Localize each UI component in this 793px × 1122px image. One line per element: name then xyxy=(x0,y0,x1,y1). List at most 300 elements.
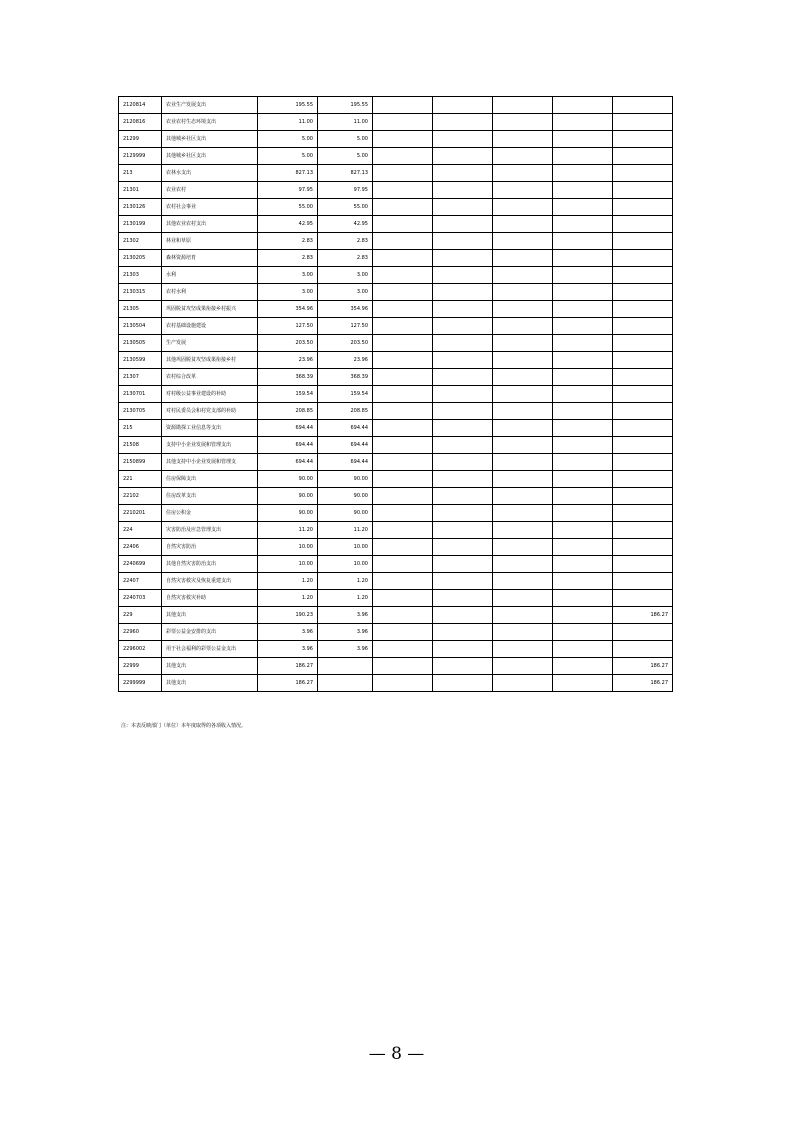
total-cell: 190.23 xyxy=(258,607,318,624)
business-income-cell xyxy=(553,318,613,335)
special-fund-cell xyxy=(373,97,433,114)
special-fund-cell xyxy=(373,641,433,658)
table-row xyxy=(119,369,673,386)
business-income-cell xyxy=(553,267,613,284)
subject-code-cell: 2296002 xyxy=(119,641,162,658)
fiscal-appropriation-cell: 10.00 xyxy=(318,556,373,573)
subject-name-cell: 灾害防治及应急管理支出 xyxy=(162,522,258,539)
fiscal-appropriation-cell: 3.00 xyxy=(318,267,373,284)
subject-name-cell: 彩票公益金安排的支出 xyxy=(162,624,258,641)
total-cell: 55.00 xyxy=(258,199,318,216)
operating-income-cell xyxy=(433,250,493,267)
total-cell: 97.95 xyxy=(258,182,318,199)
subject-code-cell: 21299 xyxy=(119,131,162,148)
fiscal-appropriation-cell: 11.20 xyxy=(318,522,373,539)
business-income-cell xyxy=(553,641,613,658)
business-income-cell xyxy=(553,539,613,556)
fiscal-appropriation-cell: 354.96 xyxy=(318,301,373,318)
subject-code-cell: 221 xyxy=(119,471,162,488)
fiscal-appropriation-cell: 694.44 xyxy=(318,454,373,471)
business-income-cell xyxy=(553,165,613,182)
other-income-cell xyxy=(613,335,673,352)
subject-code-cell: 2240703 xyxy=(119,590,162,607)
table-row xyxy=(119,165,673,182)
subject-code-cell: 2130199 xyxy=(119,216,162,233)
subject-code-cell: 21302 xyxy=(119,233,162,250)
affiliated-unit-cell xyxy=(493,352,553,369)
business-income-cell xyxy=(553,437,613,454)
subject-code-cell: 21305 xyxy=(119,301,162,318)
operating-income-cell xyxy=(433,335,493,352)
fiscal-appropriation-cell: 3.00 xyxy=(318,284,373,301)
operating-income-cell xyxy=(433,318,493,335)
business-income-cell xyxy=(553,148,613,165)
subject-code-cell: 2240699 xyxy=(119,556,162,573)
subject-name-cell: 其他支出 xyxy=(162,607,258,624)
fiscal-appropriation-cell: 3.96 xyxy=(318,641,373,658)
subject-code-cell: 213 xyxy=(119,165,162,182)
other-income-cell xyxy=(613,216,673,233)
special-fund-cell xyxy=(373,488,433,505)
total-cell: 186.27 xyxy=(258,675,318,692)
table-row xyxy=(119,233,673,250)
subject-code-cell: 2120814 xyxy=(119,97,162,114)
affiliated-unit-cell xyxy=(493,148,553,165)
special-fund-cell xyxy=(373,539,433,556)
total-cell: 368.39 xyxy=(258,369,318,386)
business-income-cell xyxy=(553,182,613,199)
subject-code-cell: 21303 xyxy=(119,267,162,284)
total-cell: 10.00 xyxy=(258,556,318,573)
subject-name-cell: 其他城乡社区支出 xyxy=(162,131,258,148)
fiscal-appropriation-cell: 3.96 xyxy=(318,607,373,624)
fiscal-appropriation-cell: 694.44 xyxy=(318,420,373,437)
subject-name-cell: 其他农业农村支出 xyxy=(162,216,258,233)
other-income-cell xyxy=(613,556,673,573)
table-row xyxy=(119,318,673,335)
subject-name-cell: 巩固脱贫攻坚成果衔接乡村振兴 xyxy=(162,301,258,318)
table-row xyxy=(119,505,673,522)
business-income-cell xyxy=(553,131,613,148)
other-income-cell xyxy=(613,505,673,522)
affiliated-unit-cell xyxy=(493,199,553,216)
operating-income-cell xyxy=(433,505,493,522)
operating-income-cell xyxy=(433,403,493,420)
total-cell: 11.00 xyxy=(258,114,318,131)
business-income-cell xyxy=(553,284,613,301)
subject-code-cell: 2129999 xyxy=(119,148,162,165)
fiscal-appropriation-cell: 42.95 xyxy=(318,216,373,233)
fiscal-appropriation-cell: 127.50 xyxy=(318,318,373,335)
operating-income-cell xyxy=(433,556,493,573)
other-income-cell xyxy=(613,403,673,420)
fiscal-appropriation-cell: 23.96 xyxy=(318,352,373,369)
operating-income-cell xyxy=(433,488,493,505)
total-cell: 208.85 xyxy=(258,403,318,420)
subject-name-cell: 对村级公益事业建设的补助 xyxy=(162,386,258,403)
special-fund-cell xyxy=(373,352,433,369)
subject-code-cell: 21508 xyxy=(119,437,162,454)
fiscal-appropriation-cell: 1.20 xyxy=(318,590,373,607)
fiscal-appropriation-cell: 203.50 xyxy=(318,335,373,352)
table-row xyxy=(119,182,673,199)
special-fund-cell xyxy=(373,675,433,692)
subject-code-cell: 2150899 xyxy=(119,454,162,471)
affiliated-unit-cell xyxy=(493,165,553,182)
fiscal-appropriation-cell: 5.00 xyxy=(318,148,373,165)
business-income-cell xyxy=(553,488,613,505)
other-income-cell xyxy=(613,131,673,148)
business-income-cell xyxy=(553,522,613,539)
subject-name-cell: 住房保障支出 xyxy=(162,471,258,488)
other-income-cell: 186.27 xyxy=(613,607,673,624)
special-fund-cell xyxy=(373,624,433,641)
other-income-cell xyxy=(613,420,673,437)
fiscal-appropriation-cell: 2.83 xyxy=(318,250,373,267)
total-cell: 90.00 xyxy=(258,488,318,505)
total-cell: 90.00 xyxy=(258,505,318,522)
other-income-cell xyxy=(613,199,673,216)
operating-income-cell xyxy=(433,97,493,114)
total-cell: 3.00 xyxy=(258,267,318,284)
operating-income-cell xyxy=(433,624,493,641)
subject-code-cell: 2130701 xyxy=(119,386,162,403)
total-cell: 42.95 xyxy=(258,216,318,233)
table-row xyxy=(119,522,673,539)
business-income-cell xyxy=(553,624,613,641)
business-income-cell xyxy=(553,454,613,471)
subject-code-cell: 215 xyxy=(119,420,162,437)
affiliated-unit-cell xyxy=(493,284,553,301)
subject-code-cell: 21307 xyxy=(119,369,162,386)
business-income-cell xyxy=(553,233,613,250)
table-row xyxy=(119,471,673,488)
business-income-cell xyxy=(553,301,613,318)
subject-name-cell: 自然灾害防治 xyxy=(162,539,258,556)
subject-code-cell: 22406 xyxy=(119,539,162,556)
table-row xyxy=(119,284,673,301)
fiscal-appropriation-cell: 2.83 xyxy=(318,233,373,250)
operating-income-cell xyxy=(433,590,493,607)
operating-income-cell xyxy=(433,114,493,131)
special-fund-cell xyxy=(373,165,433,182)
business-income-cell xyxy=(553,216,613,233)
operating-income-cell xyxy=(433,284,493,301)
business-income-cell xyxy=(553,114,613,131)
affiliated-unit-cell xyxy=(493,386,553,403)
fiscal-appropriation-cell: 90.00 xyxy=(318,471,373,488)
affiliated-unit-cell xyxy=(493,522,553,539)
subject-code-cell: 2130505 xyxy=(119,335,162,352)
total-cell: 5.00 xyxy=(258,148,318,165)
fiscal-appropriation-cell: 90.00 xyxy=(318,505,373,522)
table-row xyxy=(119,403,673,420)
subject-name-cell: 农业农村 xyxy=(162,182,258,199)
affiliated-unit-cell xyxy=(493,114,553,131)
total-cell: 354.96 xyxy=(258,301,318,318)
other-income-cell xyxy=(613,352,673,369)
total-cell: 23.96 xyxy=(258,352,318,369)
table-row xyxy=(119,641,673,658)
affiliated-unit-cell xyxy=(493,301,553,318)
special-fund-cell xyxy=(373,658,433,675)
affiliated-unit-cell xyxy=(493,658,553,675)
special-fund-cell xyxy=(373,284,433,301)
operating-income-cell xyxy=(433,233,493,250)
total-cell: 5.00 xyxy=(258,131,318,148)
special-fund-cell xyxy=(373,216,433,233)
other-income-cell xyxy=(613,522,673,539)
total-cell: 2.83 xyxy=(258,250,318,267)
other-income-cell xyxy=(613,233,673,250)
subject-name-cell: 农村水利 xyxy=(162,284,258,301)
subject-code-cell: 2130315 xyxy=(119,284,162,301)
operating-income-cell xyxy=(433,471,493,488)
other-income-cell xyxy=(613,250,673,267)
subject-code-cell: 2130599 xyxy=(119,352,162,369)
special-fund-cell xyxy=(373,556,433,573)
fiscal-appropriation-cell: 90.00 xyxy=(318,488,373,505)
total-cell: 186.27 xyxy=(258,658,318,675)
special-fund-cell xyxy=(373,114,433,131)
subject-name-cell: 自然灾害救灾补助 xyxy=(162,590,258,607)
business-income-cell xyxy=(553,250,613,267)
fiscal-appropriation-cell: 195.55 xyxy=(318,97,373,114)
other-income-cell xyxy=(613,539,673,556)
other-income-cell xyxy=(613,471,673,488)
operating-income-cell xyxy=(433,165,493,182)
total-cell: 10.00 xyxy=(258,539,318,556)
operating-income-cell xyxy=(433,607,493,624)
total-cell: 2.83 xyxy=(258,233,318,250)
fiscal-appropriation-cell: 5.00 xyxy=(318,131,373,148)
special-fund-cell xyxy=(373,522,433,539)
subject-name-cell: 其他支出 xyxy=(162,675,258,692)
affiliated-unit-cell xyxy=(493,607,553,624)
affiliated-unit-cell xyxy=(493,437,553,454)
total-cell: 195.55 xyxy=(258,97,318,114)
table-row xyxy=(119,556,673,573)
special-fund-cell xyxy=(373,437,433,454)
subject-code-cell: 2130504 xyxy=(119,318,162,335)
table-row xyxy=(119,437,673,454)
subject-code-cell: 22407 xyxy=(119,573,162,590)
affiliated-unit-cell xyxy=(493,539,553,556)
operating-income-cell xyxy=(433,522,493,539)
business-income-cell xyxy=(553,471,613,488)
business-income-cell xyxy=(553,369,613,386)
total-cell: 827.13 xyxy=(258,165,318,182)
affiliated-unit-cell xyxy=(493,420,553,437)
special-fund-cell xyxy=(373,267,433,284)
total-cell: 3.96 xyxy=(258,641,318,658)
fiscal-appropriation-cell: 1.20 xyxy=(318,573,373,590)
affiliated-unit-cell xyxy=(493,488,553,505)
operating-income-cell xyxy=(433,301,493,318)
other-income-cell xyxy=(613,182,673,199)
other-income-cell xyxy=(613,386,673,403)
table-row xyxy=(119,658,673,675)
subject-name-cell: 森林资源培育 xyxy=(162,250,258,267)
special-fund-cell xyxy=(373,318,433,335)
total-cell: 694.44 xyxy=(258,437,318,454)
subject-code-cell: 21301 xyxy=(119,182,162,199)
other-income-cell xyxy=(613,318,673,335)
subject-name-cell: 对村民委员会和村党支部的补助 xyxy=(162,403,258,420)
subject-name-cell: 其他自然灾害防治支出 xyxy=(162,556,258,573)
business-income-cell xyxy=(553,658,613,675)
business-income-cell xyxy=(553,607,613,624)
other-income-cell xyxy=(613,165,673,182)
subject-code-cell: 224 xyxy=(119,522,162,539)
table-body xyxy=(119,97,673,692)
table-row xyxy=(119,590,673,607)
affiliated-unit-cell xyxy=(493,267,553,284)
subject-name-cell: 其他城乡社区支出 xyxy=(162,148,258,165)
total-cell: 3.96 xyxy=(258,624,318,641)
total-cell: 203.50 xyxy=(258,335,318,352)
business-income-cell xyxy=(553,573,613,590)
special-fund-cell xyxy=(373,250,433,267)
fiscal-appropriation-cell: 97.95 xyxy=(318,182,373,199)
other-income-cell xyxy=(613,301,673,318)
other-income-cell xyxy=(613,148,673,165)
table-row xyxy=(119,454,673,471)
business-income-cell xyxy=(553,590,613,607)
total-cell: 3.00 xyxy=(258,284,318,301)
fiscal-appropriation-cell: 208.85 xyxy=(318,403,373,420)
table-row xyxy=(119,148,673,165)
other-income-cell: 186.27 xyxy=(613,658,673,675)
subject-name-cell: 用于社会福利的彩票公益金支出 xyxy=(162,641,258,658)
business-income-cell xyxy=(553,97,613,114)
subject-name-cell: 农业生产发展支出 xyxy=(162,97,258,114)
affiliated-unit-cell xyxy=(493,471,553,488)
fiscal-appropriation-cell: 827.13 xyxy=(318,165,373,182)
table-row xyxy=(119,386,673,403)
operating-income-cell xyxy=(433,539,493,556)
subject-code-cell: 2130126 xyxy=(119,199,162,216)
business-income-cell xyxy=(553,505,613,522)
table-row xyxy=(119,199,673,216)
subject-name-cell: 农业农村生态环境支出 xyxy=(162,114,258,131)
subject-name-cell: 其他巩固脱贫攻坚成果衔接乡村 xyxy=(162,352,258,369)
total-cell: 90.00 xyxy=(258,471,318,488)
subject-code-cell: 229 xyxy=(119,607,162,624)
total-cell: 694.44 xyxy=(258,454,318,471)
subject-code-cell: 22999 xyxy=(119,658,162,675)
subject-code-cell: 2130205 xyxy=(119,250,162,267)
operating-income-cell xyxy=(433,386,493,403)
business-income-cell xyxy=(553,352,613,369)
subject-name-cell: 自然灾害救灾及恢复重建支出 xyxy=(162,573,258,590)
subject-code-cell: 2130705 xyxy=(119,403,162,420)
fiscal-appropriation-cell xyxy=(318,658,373,675)
special-fund-cell xyxy=(373,454,433,471)
total-cell: 159.54 xyxy=(258,386,318,403)
other-income-cell xyxy=(613,590,673,607)
subject-name-cell: 其他支持中小企业发展和管理支 xyxy=(162,454,258,471)
affiliated-unit-cell xyxy=(493,369,553,386)
other-income-cell xyxy=(613,573,673,590)
table-row xyxy=(119,488,673,505)
table-row xyxy=(119,335,673,352)
affiliated-unit-cell xyxy=(493,97,553,114)
subject-name-cell: 其他支出 xyxy=(162,658,258,675)
fiscal-appropriation-cell xyxy=(318,675,373,692)
other-income-cell xyxy=(613,624,673,641)
special-fund-cell xyxy=(373,182,433,199)
subject-name-cell: 生产发展 xyxy=(162,335,258,352)
fiscal-appropriation-cell: 368.39 xyxy=(318,369,373,386)
total-cell: 1.20 xyxy=(258,590,318,607)
subject-name-cell: 农村综合改革 xyxy=(162,369,258,386)
special-fund-cell xyxy=(373,301,433,318)
operating-income-cell xyxy=(433,216,493,233)
operating-income-cell xyxy=(433,131,493,148)
fiscal-appropriation-cell: 11.00 xyxy=(318,114,373,131)
operating-income-cell xyxy=(433,573,493,590)
operating-income-cell xyxy=(433,658,493,675)
table-row xyxy=(119,607,673,624)
affiliated-unit-cell xyxy=(493,318,553,335)
table-note: 注：本表反映部门（单位）本年度取得的各项收入情况。 xyxy=(121,723,247,729)
subject-code-cell: 22102 xyxy=(119,488,162,505)
fiscal-appropriation-cell: 159.54 xyxy=(318,386,373,403)
business-income-cell xyxy=(553,403,613,420)
subject-code-cell: 2210201 xyxy=(119,505,162,522)
special-fund-cell xyxy=(373,573,433,590)
affiliated-unit-cell xyxy=(493,573,553,590)
table-row xyxy=(119,573,673,590)
special-fund-cell xyxy=(373,369,433,386)
special-fund-cell xyxy=(373,131,433,148)
operating-income-cell xyxy=(433,182,493,199)
subject-name-cell: 农村社会事业 xyxy=(162,199,258,216)
special-fund-cell xyxy=(373,335,433,352)
operating-income-cell xyxy=(433,199,493,216)
table-row xyxy=(119,216,673,233)
operating-income-cell xyxy=(433,420,493,437)
total-cell: 11.20 xyxy=(258,522,318,539)
subject-name-cell: 农林水支出 xyxy=(162,165,258,182)
operating-income-cell xyxy=(433,267,493,284)
table-row xyxy=(119,250,673,267)
fiscal-appropriation-cell: 10.00 xyxy=(318,539,373,556)
special-fund-cell xyxy=(373,590,433,607)
other-income-cell xyxy=(613,454,673,471)
subject-name-cell: 住房公积金 xyxy=(162,505,258,522)
other-income-cell xyxy=(613,284,673,301)
table-row xyxy=(119,352,673,369)
special-fund-cell xyxy=(373,148,433,165)
other-income-cell xyxy=(613,488,673,505)
table-row xyxy=(119,301,673,318)
affiliated-unit-cell xyxy=(493,403,553,420)
affiliated-unit-cell xyxy=(493,675,553,692)
other-income-cell: 186.27 xyxy=(613,675,673,692)
fiscal-appropriation-cell: 694.44 xyxy=(318,437,373,454)
business-income-cell xyxy=(553,420,613,437)
affiliated-unit-cell xyxy=(493,505,553,522)
fiscal-appropriation-cell: 3.96 xyxy=(318,624,373,641)
special-fund-cell xyxy=(373,403,433,420)
special-fund-cell xyxy=(373,199,433,216)
special-fund-cell xyxy=(373,386,433,403)
affiliated-unit-cell xyxy=(493,182,553,199)
subject-name-cell: 支持中小企业发展和管理支出 xyxy=(162,437,258,454)
affiliated-unit-cell xyxy=(493,641,553,658)
